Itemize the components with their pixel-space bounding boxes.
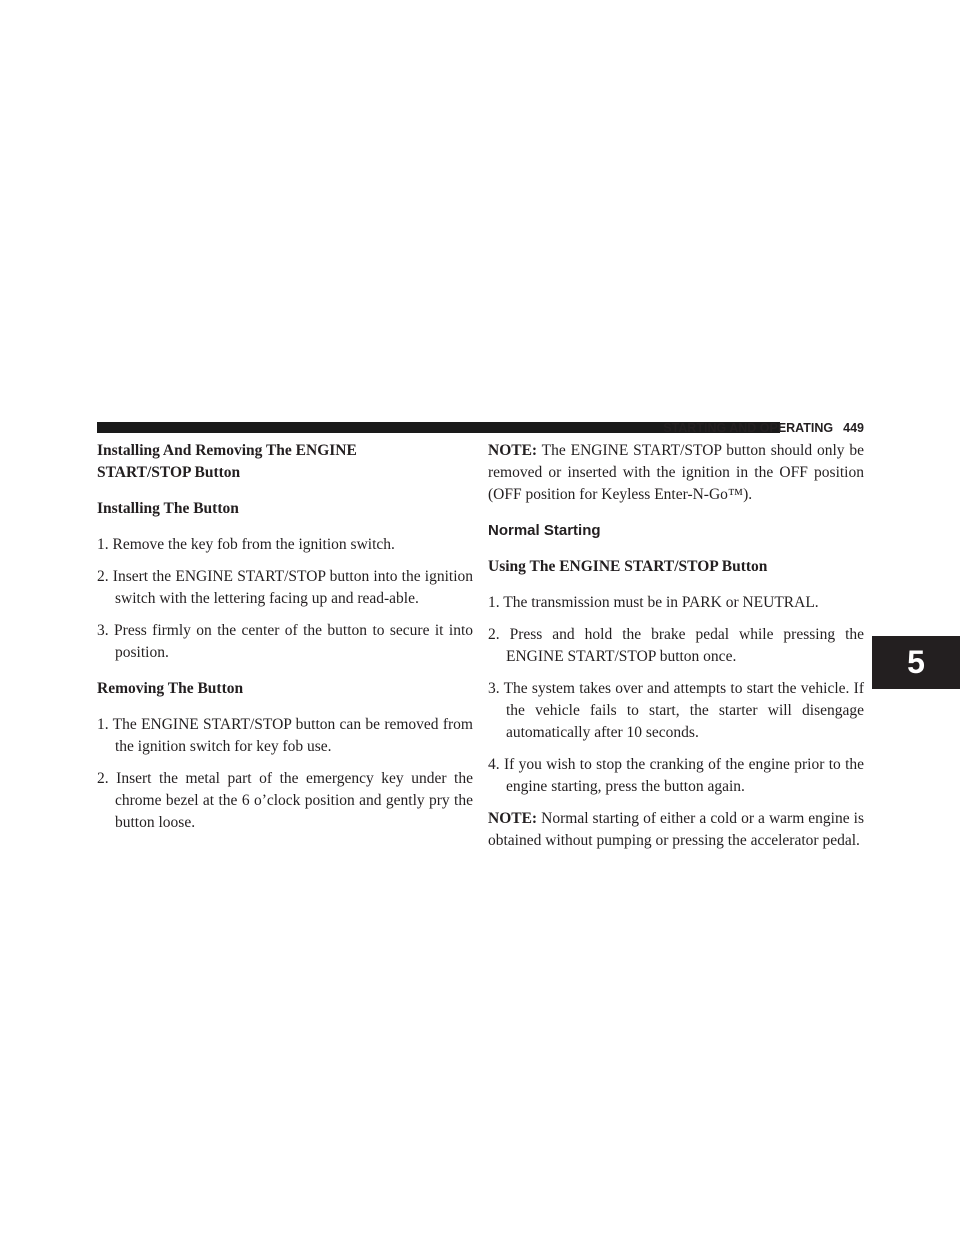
step-text: Insert the ENGINE START/STOP button into the ignition switch with the lettering facing up and read-able. — [112, 568, 473, 607]
section-title: STARTING AND OPERATING — [663, 421, 834, 435]
list-item — [488, 592, 864, 614]
step-number: 1. — [97, 716, 109, 733]
section-heading-line-2: START/STOP Button — [97, 464, 241, 481]
list-item — [488, 624, 864, 668]
installing-subheading: Installing The Button — [97, 500, 239, 517]
left-column — [97, 440, 473, 834]
step-number: 3. — [97, 622, 109, 639]
list-item — [97, 768, 473, 834]
using-button-subheading: Using The ENGINE START/STOP Button — [488, 558, 768, 575]
step-text: The system takes over and attempts to start the vehicle. If the vehicle fails to start, the starter will disengage automatically after 10 seconds. — [503, 680, 864, 741]
section-heading — [97, 440, 473, 484]
chapter-tab: 5 — [872, 636, 960, 689]
step-text: Remove the key fob from the ignition switch. — [112, 536, 395, 553]
note-text: The ENGINE START/STOP button should only be removed or inserted with the ignition in the OFF position (OFF position for Keyless Enter-N-Go™). — [488, 442, 864, 503]
step-text: If you wish to stop the cranking of the engine prior to the engine starting, press the button again. — [503, 756, 865, 795]
step-text: Press and hold the brake pedal while pressing the ENGINE START/STOP button once. — [506, 626, 865, 665]
step-text: The ENGINE START/STOP button can be removed from the ignition switch for key fob use. — [112, 716, 473, 755]
step-number: 2. — [97, 770, 109, 787]
note-text: Normal starting of either a cold or a warm engine is obtained without pumping or pressing the accelerator pedal. — [488, 810, 865, 849]
step-text: Insert the metal part of the emergency key under the chrome bezel at the 6 o’clock position and gently pry the button loose. — [115, 770, 473, 831]
section-heading-line-1: Installing And Removing The ENGINE — [97, 442, 357, 459]
page-number: 449 — [843, 421, 864, 435]
step-number: 2. — [97, 568, 109, 585]
note-paragraph — [488, 808, 864, 852]
note-paragraph — [488, 440, 864, 506]
step-number: 1. — [97, 536, 109, 553]
step-text: Press firmly on the center of the button to secure it into position. — [114, 622, 473, 661]
list-item — [97, 534, 473, 556]
step-number: 1. — [488, 594, 500, 611]
list-item — [97, 620, 473, 664]
normal-starting-heading: Normal Starting — [488, 522, 601, 539]
removing-subheading: Removing The Button — [97, 680, 244, 697]
list-item — [488, 678, 864, 744]
step-text: The transmission must be in PARK or NEUTRAL. — [503, 594, 819, 611]
note-label: NOTE: — [488, 810, 538, 827]
step-number: 4. — [488, 756, 500, 773]
right-column — [488, 440, 864, 852]
step-number: 2. — [488, 626, 500, 643]
list-item — [97, 714, 473, 758]
running-header — [663, 418, 864, 438]
note-label: NOTE: — [488, 442, 538, 459]
list-item — [97, 566, 473, 610]
list-item — [488, 754, 864, 798]
step-number: 3. — [488, 680, 500, 697]
